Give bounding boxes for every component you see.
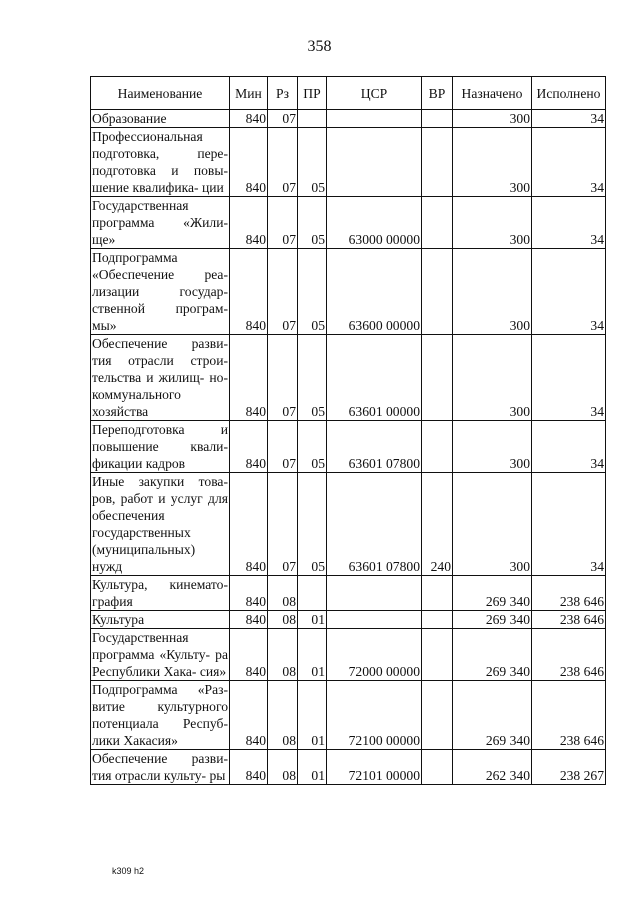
cell-name-line: программа «Жили-: [92, 215, 228, 230]
cell-name-line: Профессиональная: [92, 129, 203, 144]
cell-executed: 34: [532, 421, 606, 473]
cell-csr: [327, 110, 422, 128]
cell-vr: [422, 128, 453, 197]
cell-vr: [422, 249, 453, 335]
cell-rz: 07: [268, 128, 298, 197]
table-row: [91, 611, 606, 629]
cell-executed: 238 646: [532, 611, 606, 629]
cell-executed: 34: [532, 249, 606, 335]
budget-table: [90, 76, 606, 785]
cell-min: 840: [230, 576, 268, 611]
cell-assigned: 300: [453, 128, 532, 197]
cell-name: [91, 128, 230, 197]
cell-name: [91, 611, 230, 629]
cell-name-line: шение квалифика-: [92, 180, 199, 195]
cell-name-line: подготовка, пере-: [92, 146, 228, 161]
cell-name-line: Переподготовка и: [92, 422, 228, 437]
cell-name-line: ров, работ и услуг: [92, 491, 203, 506]
cell-assigned: 269 340: [453, 629, 532, 681]
cell-rz: 08: [268, 750, 298, 785]
cell-csr: 72101 00000: [327, 750, 422, 785]
cell-executed: 34: [532, 473, 606, 576]
cell-vr: [422, 110, 453, 128]
cell-name: [91, 110, 230, 128]
cell-name-line: Обеспечение разви-: [92, 336, 228, 351]
cell-min: 840: [230, 110, 268, 128]
cell-assigned: 300: [453, 335, 532, 421]
cell-name-line: Государственная: [92, 630, 189, 645]
cell-name-line: тия отрасли строи-: [92, 353, 228, 368]
table-body: [91, 110, 606, 785]
cell-pr: 05: [298, 249, 327, 335]
cell-executed: 34: [532, 128, 606, 197]
cell-csr: [327, 128, 422, 197]
cell-name-line: лики Хакасия»: [92, 733, 178, 748]
page-number: 358: [307, 38, 332, 55]
cell-pr: 05: [298, 421, 327, 473]
cell-min: 840: [230, 473, 268, 576]
cell-rz: 07: [268, 249, 298, 335]
cell-pr: 05: [298, 197, 327, 249]
cell-name-line: графия: [92, 594, 133, 609]
cell-name: [91, 335, 230, 421]
cell-rz: 07: [268, 473, 298, 576]
cell-rz: 07: [268, 335, 298, 421]
col-header-pr: ПР: [298, 77, 327, 110]
cell-name-line: витие культурного: [92, 699, 228, 714]
cell-min: 840: [230, 421, 268, 473]
table-row: [91, 576, 606, 611]
cell-name-line: но-коммунального: [92, 370, 228, 402]
cell-assigned: 300: [453, 473, 532, 576]
table-row: [91, 629, 606, 681]
cell-name-line: Культура, кинемато-: [92, 577, 228, 592]
cell-pr: 05: [298, 335, 327, 421]
table-row: [91, 249, 606, 335]
cell-executed: 238 646: [532, 681, 606, 750]
cell-pr: 01: [298, 681, 327, 750]
cell-name-line: лизации государ-: [92, 284, 228, 299]
cell-min: 840: [230, 335, 268, 421]
cell-name-line: ственной програм-: [92, 301, 228, 316]
col-header-vr: ВР: [422, 77, 453, 110]
cell-vr: [422, 197, 453, 249]
cell-pr: [298, 110, 327, 128]
col-header-rz: Рз: [268, 77, 298, 110]
table-header-row: [91, 77, 606, 110]
cell-vr: [422, 611, 453, 629]
col-header-executed: Исполнено: [532, 77, 606, 110]
cell-min: 840: [230, 681, 268, 750]
cell-executed: 238 646: [532, 576, 606, 611]
cell-rz: 07: [268, 197, 298, 249]
footer-code: k309 h2: [112, 866, 145, 876]
cell-pr: 01: [298, 611, 327, 629]
cell-csr: 63601 07800: [327, 421, 422, 473]
col-header-name: Наименование: [91, 77, 230, 110]
cell-name-line: программа «Культу-: [92, 647, 211, 662]
cell-name-line: ра Республики Хака-: [92, 647, 228, 679]
cell-name: [91, 750, 230, 785]
cell-vr: [422, 576, 453, 611]
cell-executed: 238 646: [532, 629, 606, 681]
cell-csr: 72000 00000: [327, 629, 422, 681]
cell-name: [91, 629, 230, 681]
cell-name-line: Культура: [92, 612, 145, 627]
cell-csr: 63601 00000: [327, 335, 422, 421]
cell-rz: 08: [268, 611, 298, 629]
cell-executed: 34: [532, 335, 606, 421]
cell-min: 840: [230, 197, 268, 249]
cell-rz: 08: [268, 681, 298, 750]
cell-min: 840: [230, 629, 268, 681]
cell-vr: [422, 750, 453, 785]
cell-name-line: подготовка и повы-: [92, 163, 228, 178]
cell-vr: [422, 681, 453, 750]
cell-name-line: государственных: [92, 525, 191, 540]
cell-assigned: 262 340: [453, 750, 532, 785]
cell-name-line: потенциала Респуб-: [92, 716, 228, 731]
table-row: [91, 750, 606, 785]
cell-csr: [327, 611, 422, 629]
cell-pr: 05: [298, 128, 327, 197]
cell-name-line: ры: [209, 768, 226, 783]
cell-csr: 63000 00000: [327, 197, 422, 249]
cell-name: [91, 576, 230, 611]
cell-name-line: Иные закупки това-: [92, 474, 228, 489]
cell-pr: 01: [298, 750, 327, 785]
cell-name-line: Государственная: [92, 198, 189, 213]
table-row: [91, 335, 606, 421]
cell-min: 840: [230, 249, 268, 335]
table-row: [91, 421, 606, 473]
cell-name-line: для обеспечения: [92, 491, 228, 523]
cell-vr: 240: [422, 473, 453, 576]
cell-vr: [422, 335, 453, 421]
cell-name-line: сия»: [199, 664, 227, 679]
cell-executed: 34: [532, 197, 606, 249]
cell-name: [91, 681, 230, 750]
cell-name-line: тельства и жилищ-: [92, 370, 205, 385]
cell-rz: 07: [268, 110, 298, 128]
col-header-csr: ЦСР: [327, 77, 422, 110]
cell-assigned: 269 340: [453, 681, 532, 750]
cell-executed: 238 267: [532, 750, 606, 785]
table-row: [91, 473, 606, 576]
cell-executed: 34: [532, 110, 606, 128]
cell-rz: 07: [268, 421, 298, 473]
table-row: [91, 110, 606, 128]
cell-rz: 08: [268, 576, 298, 611]
cell-name: [91, 473, 230, 576]
cell-pr: 05: [298, 473, 327, 576]
cell-name-line: ции: [202, 180, 224, 195]
cell-assigned: 300: [453, 249, 532, 335]
cell-min: 840: [230, 750, 268, 785]
cell-name-line: ще»: [92, 232, 116, 247]
cell-pr: [298, 576, 327, 611]
cell-assigned: 269 340: [453, 611, 532, 629]
cell-name-line: мы»: [92, 318, 117, 333]
cell-assigned: 300: [453, 197, 532, 249]
cell-name-line: Подпрограмма: [92, 250, 178, 265]
cell-csr: 72100 00000: [327, 681, 422, 750]
table-row: [91, 128, 606, 197]
cell-csr: 63601 07800: [327, 473, 422, 576]
cell-name-line: Обеспечение разви-: [92, 751, 228, 766]
col-header-min: Мин: [230, 77, 268, 110]
cell-assigned: 300: [453, 110, 532, 128]
cell-name-line: Подпрограмма «Раз-: [92, 682, 228, 697]
cell-name: [91, 421, 230, 473]
cell-name-line: хозяйства: [92, 404, 149, 419]
cell-name-line: тия отрасли культу-: [92, 768, 207, 783]
table-row: [91, 197, 606, 249]
cell-min: 840: [230, 611, 268, 629]
cell-name-line: Образование: [92, 111, 167, 126]
cell-name-line: (муниципальных): [92, 542, 196, 557]
cell-name-line: фикации кадров: [92, 456, 186, 471]
cell-vr: [422, 421, 453, 473]
cell-vr: [422, 629, 453, 681]
table-row: [91, 681, 606, 750]
cell-assigned: 269 340: [453, 576, 532, 611]
cell-csr: 63600 00000: [327, 249, 422, 335]
cell-assigned: 300: [453, 421, 532, 473]
cell-csr: [327, 576, 422, 611]
cell-pr: 01: [298, 629, 327, 681]
cell-name-line: нужд: [92, 559, 123, 574]
cell-name-line: «Обеспечение реа-: [92, 267, 228, 282]
cell-name: [91, 249, 230, 335]
col-header-assigned: Назначено: [453, 77, 532, 110]
cell-min: 840: [230, 128, 268, 197]
cell-rz: 08: [268, 629, 298, 681]
cell-name-line: повышение квали-: [92, 439, 228, 454]
cell-name: [91, 197, 230, 249]
